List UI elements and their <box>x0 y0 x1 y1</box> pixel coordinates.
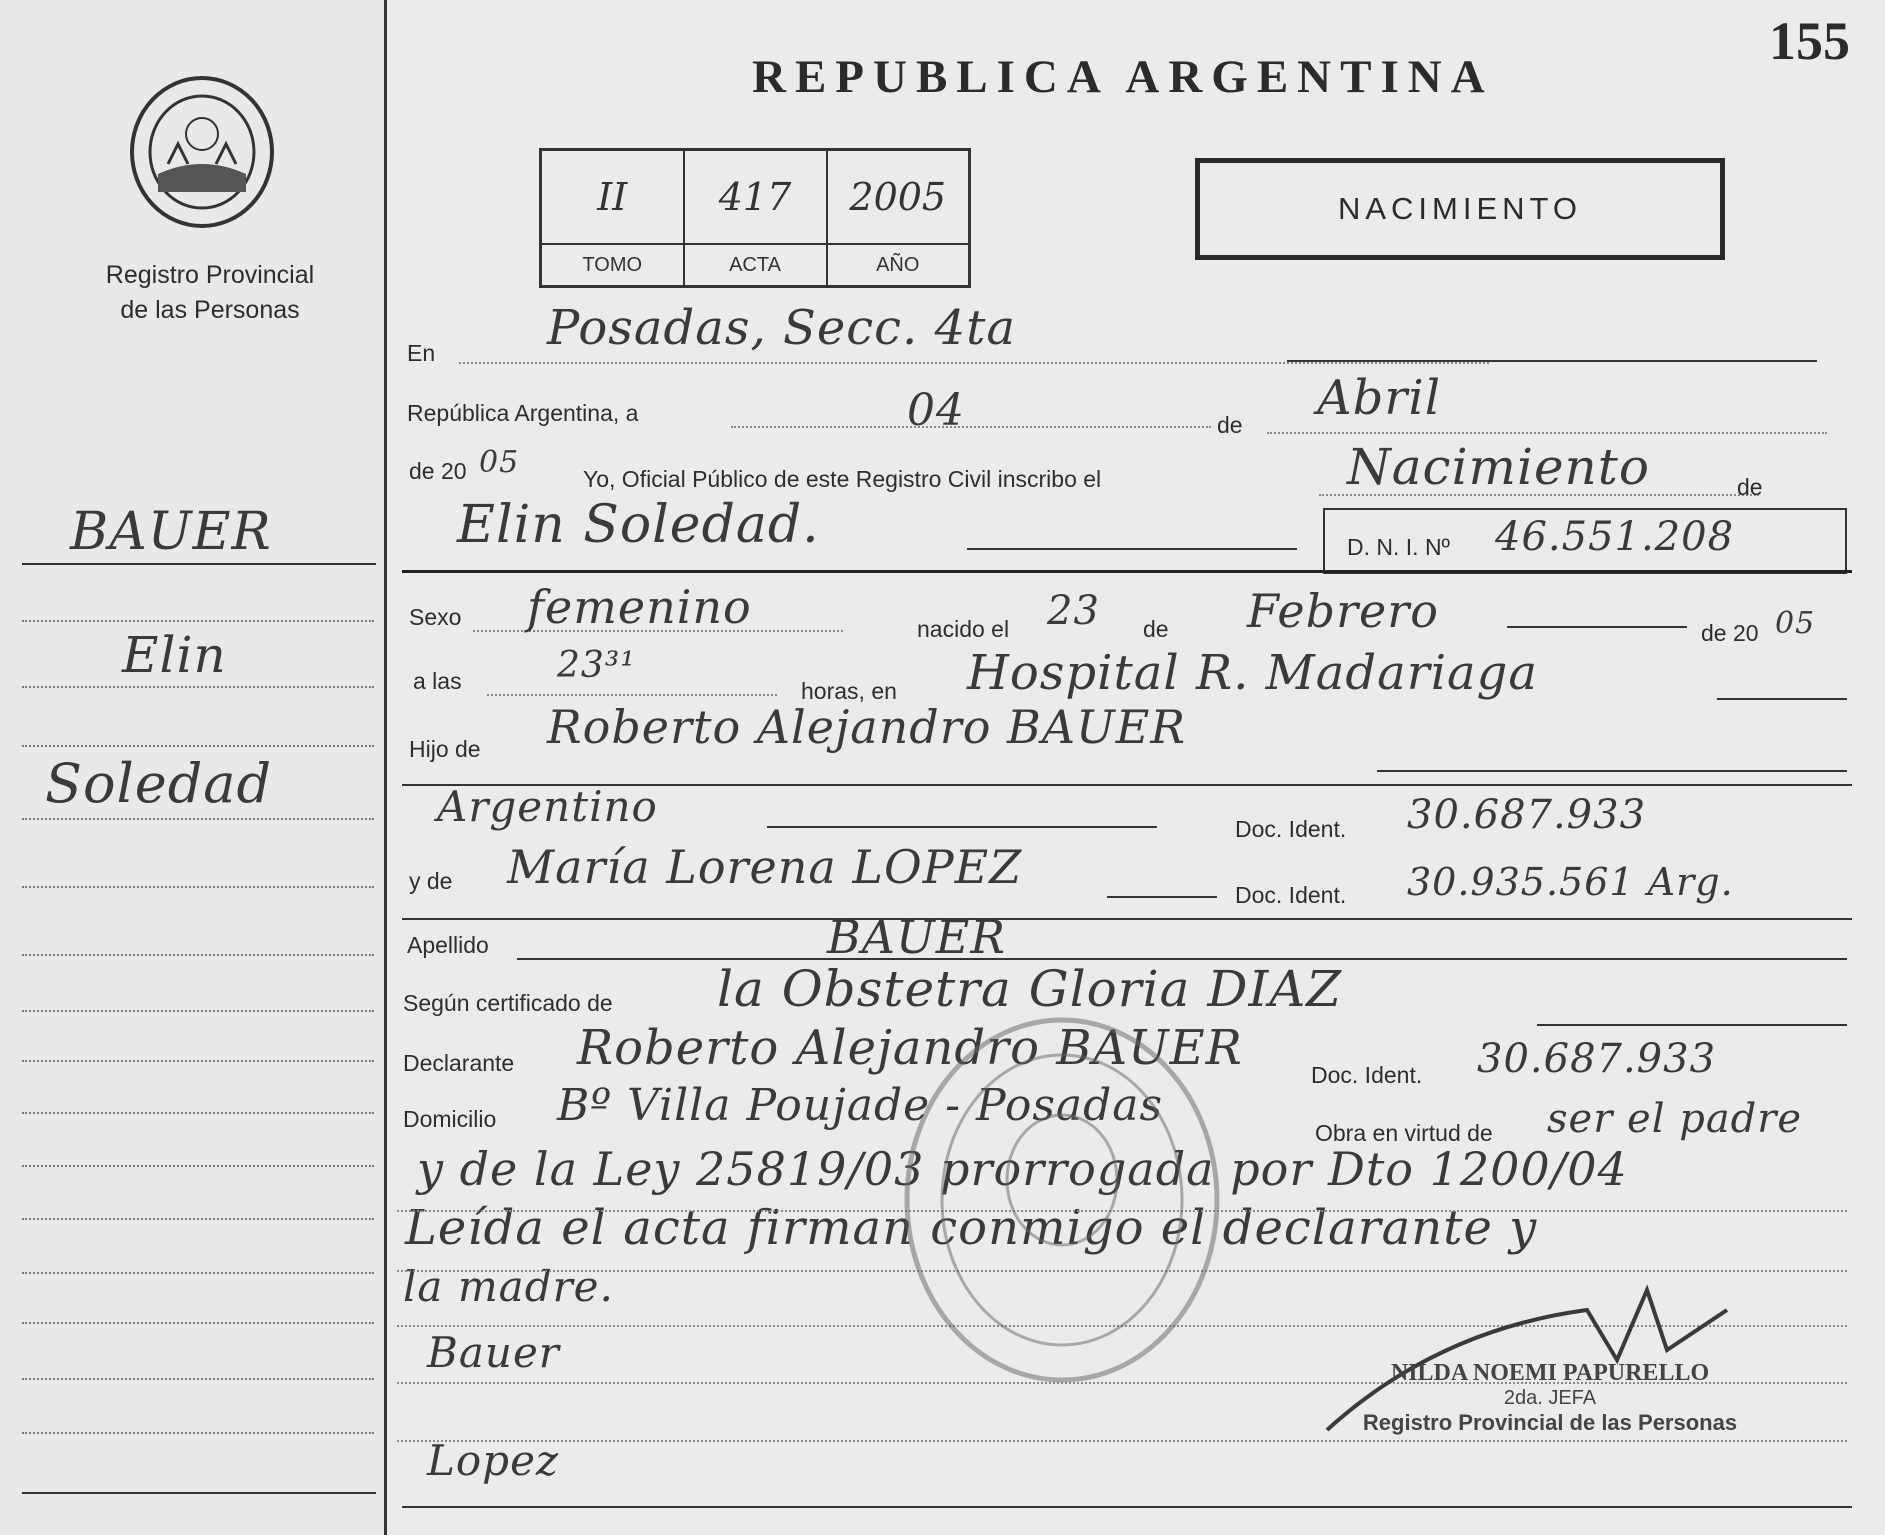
republica-label: República Argentina, a <box>407 400 639 426</box>
nacido-label: nacido el <box>917 616 1010 642</box>
dni-value: 46.551.208 <box>1495 514 1735 560</box>
section-divider <box>402 570 1852 573</box>
birth-day: 23 <box>1047 588 1100 634</box>
hour-value: 23³¹ <box>557 645 636 686</box>
margin-dotline <box>22 886 374 888</box>
en-dotline <box>459 362 1489 364</box>
place-line <box>1717 698 1847 700</box>
nat-line <box>767 826 1157 828</box>
signature-bauer: Bauer <box>427 1328 560 1377</box>
sexo-label: Sexo <box>409 604 462 630</box>
margin-dotline <box>22 818 374 820</box>
mother-doc: 30.935.561 Arg. <box>1407 860 1734 904</box>
ruled-line <box>397 1440 1847 1442</box>
de-label: de <box>1217 412 1243 438</box>
margin-dotline <box>22 686 374 688</box>
horas-label: horas, en <box>801 678 897 704</box>
year-prefix: de 20 <box>409 458 467 484</box>
margin-dotline <box>22 620 374 622</box>
tomo-value: II <box>541 150 684 245</box>
hijo-label: Hijo de <box>409 736 481 762</box>
child-name: Elin Soledad. <box>457 495 820 555</box>
page-title: REPUBLICA ARGENTINA <box>752 51 1494 103</box>
apellido-value: BAUER <box>827 910 1007 964</box>
sexo-value: femenino <box>527 580 752 634</box>
anio-value: 2005 <box>827 150 970 245</box>
father-doc: 30.687.933 <box>1407 792 1647 838</box>
declarante-doc: 30.687.933 <box>1477 1036 1717 1082</box>
en-value: Posadas, Secc. 4ta <box>547 300 1017 356</box>
provincia-misiones-seal-icon <box>128 74 276 230</box>
doc-label-father: Doc. Ident. <box>1235 816 1347 842</box>
note-line-3: la madre. <box>403 1262 614 1311</box>
domicilio-value: Bº Villa Poujade - Posadas <box>557 1080 1164 1131</box>
acta-label: ACTA <box>684 244 827 287</box>
acta-value: 417 <box>684 150 827 245</box>
anio-label: AÑO <box>827 244 970 287</box>
day-dotline <box>731 426 1211 428</box>
alas-label: a las <box>413 668 462 694</box>
margin-dotline <box>22 1322 374 1324</box>
segun-line <box>1537 1024 1847 1026</box>
note-line-1: y de la Ley 25819/03 prorrogada por Dto 1200/04 <box>417 1142 1628 1196</box>
tomo-label: TOMO <box>541 244 684 287</box>
birth-year-suffix: 05 <box>1775 606 1816 641</box>
child-name-line <box>967 548 1297 550</box>
dni-box <box>1323 508 1847 574</box>
officer-role: 2da. JEFA <box>1503 1387 1597 1409</box>
event-value: Nacimiento <box>1347 438 1650 496</box>
father-nationality: Argentino <box>437 782 658 831</box>
hour-dotline <box>487 694 777 696</box>
declarante-label: Declarante <box>403 1050 515 1076</box>
margin-dotline <box>22 1112 374 1114</box>
en-line <box>1287 360 1817 362</box>
record-type-box: NACIMIENTO <box>1195 158 1725 260</box>
margin-dotline <box>22 1272 374 1274</box>
registry-office-title <box>60 258 360 328</box>
margin-dotline <box>22 1378 374 1380</box>
birth-line <box>1507 626 1687 628</box>
officer-name: NILDA NOEMI PAPURELLO <box>1390 1360 1710 1386</box>
mother-line <box>1107 896 1217 898</box>
registry-stamp-icon <box>897 1010 1227 1390</box>
officer-block <box>1350 1360 1750 1436</box>
margin-surname: BAUER <box>70 502 272 562</box>
page-number: 155 <box>1769 11 1850 71</box>
apellido-label: Apellido <box>407 932 489 958</box>
officer-office: Registro Provincial de las Personas <box>1362 1410 1738 1435</box>
registry-title-line-2: de las Personas <box>120 296 300 324</box>
yde-label: y de <box>409 868 453 894</box>
de-label-2: de <box>1737 474 1763 500</box>
en-label: En <box>407 340 436 366</box>
yo-label: Yo, Oficial Público de este Registro Civil inscribo el <box>583 466 1102 492</box>
mother-name: María Lorena LOPEZ <box>507 840 1023 894</box>
obra-value: ser el padre <box>1547 1096 1803 1142</box>
month-dotline <box>1267 432 1827 434</box>
margin-dotline <box>22 1165 374 1167</box>
margin-first-name: Elin <box>122 626 227 684</box>
domicilio-label: Domicilio <box>403 1106 497 1132</box>
year-suffix: 05 <box>479 445 520 480</box>
margin-dotline <box>22 745 374 747</box>
dni-label: D. N. I. Nº <box>1347 534 1450 560</box>
father-name: Roberto Alejandro BAUER <box>547 700 1187 754</box>
month-value: Abril <box>1317 370 1442 426</box>
place-value: Hospital R. Madariaga <box>967 645 1539 701</box>
signature-lopez: Lopez <box>427 1436 560 1485</box>
margin-dotline <box>22 1010 374 1012</box>
birth-month: Febrero <box>1247 584 1439 638</box>
obra-label: Obra en virtud de <box>1315 1120 1493 1146</box>
margin-dotline <box>22 1432 374 1434</box>
registry-title-line-1: Registro Provincial <box>105 261 315 289</box>
note-line-2: Leída el acta firman conmigo el declarante y <box>405 1200 1538 1256</box>
margin-line <box>22 563 376 565</box>
margin-dotline <box>22 1060 374 1062</box>
declarante-value: Roberto Alejandro BAUER <box>577 1020 1243 1076</box>
birth-record-form <box>387 0 1885 1535</box>
segun-value: la Obstetra Gloria DIAZ <box>717 960 1343 1018</box>
margin-dotline <box>22 954 374 956</box>
margin-bottom-line <box>22 1492 376 1494</box>
day-value: 04 <box>907 385 965 436</box>
segun-label: Según certificado de <box>403 990 613 1016</box>
left-margin-column <box>0 0 387 1535</box>
mother-underline <box>402 918 1852 920</box>
bottom-line <box>402 1506 1852 1508</box>
father-line <box>1377 770 1847 772</box>
doc-label-declarante: Doc. Ident. <box>1311 1062 1423 1088</box>
de-label-3: de <box>1143 616 1169 642</box>
record-reference-table <box>539 148 971 288</box>
margin-dotline <box>22 1218 374 1220</box>
de20-label: de 20 <box>1701 620 1759 646</box>
margin-second-name: Soledad <box>45 752 273 815</box>
doc-label-mother: Doc. Ident. <box>1235 882 1347 908</box>
